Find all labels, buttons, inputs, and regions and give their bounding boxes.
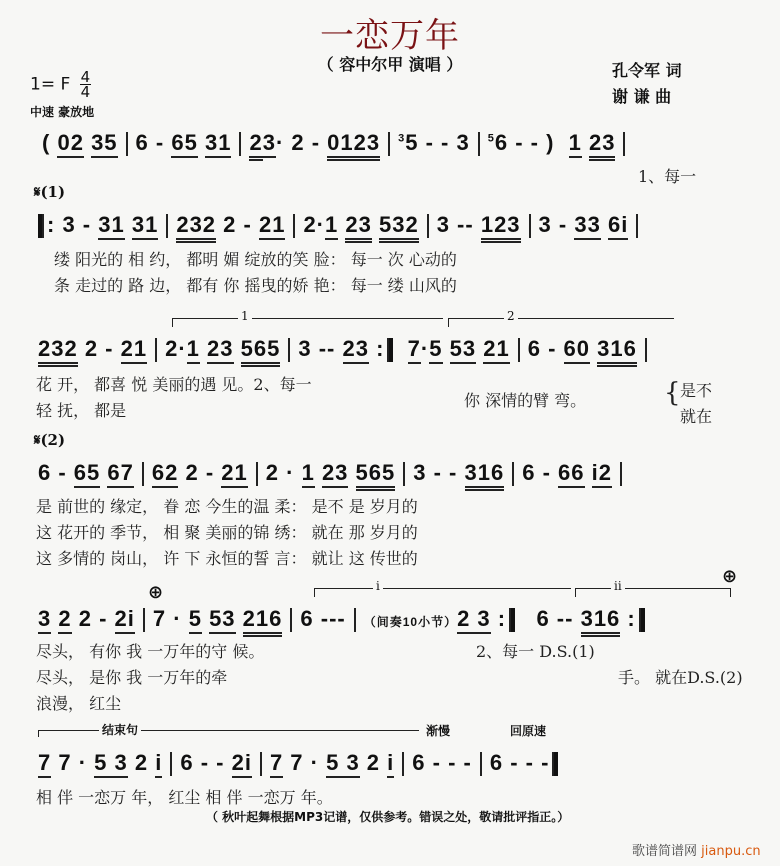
row-5-notes: 3 2 2 - 2i 7 · 5 53 216 6 --- （间奏10小节）2 3 : 6 -- 316 : [38, 606, 645, 632]
repeat-start-barline [38, 214, 44, 238]
row-3-lyrics-verse-1: 花 开， 都喜 悦 美丽的遇 见。2、每一 [36, 375, 312, 394]
row-5-lyrics-verse-3: 浪漫， 红尘 [36, 694, 122, 713]
key-signature [30, 70, 91, 99]
ending-bracket: 结束句 [38, 730, 419, 737]
row-4-lyrics-verse-3: 这 多情的 岗山， 许 下 永恒的誓 言： 就让 这 传世的 [36, 549, 418, 568]
row-4-lyrics-verse-2: 这 花开的 季节， 相 聚 美丽的锦 绣： 就在 那 岁月的 [36, 523, 418, 542]
singer-credit: （ 容中尔甲 演唱 ） [317, 55, 463, 74]
coda-mark-1: ⊕ [148, 582, 164, 603]
tempo-marking: 中速 豪放地 [30, 105, 95, 119]
repeat-end-barline [387, 338, 393, 362]
row-3-lyrics-volta-2: 你 深情的臂 弯。 [464, 391, 587, 410]
row-3-lyrics-pickup-a: 是不 [680, 381, 713, 400]
lyricist-credit: 孔令军 词 [612, 61, 682, 80]
row-6-notes: 7 7 · 5 3 2 i 6 - - 2i 7 7 · 5 3 2 i 6 - - - 6 - - - [38, 750, 558, 776]
a-tempo-mark: 回原速 [510, 724, 547, 738]
row-5-lyrics-verse-1: 尽头， 有你 我 一万年的守 候。 [36, 642, 265, 661]
key-label: 1= F [30, 74, 71, 95]
coda-mark-2: ⊕ [722, 566, 738, 587]
ds-1-instruction: 2、每一 D.S.(1) [476, 642, 595, 661]
interlude-note: （间奏10小节） [363, 615, 458, 629]
volta-2-bracket: 2 [448, 318, 674, 327]
row-6-lyrics: 相 伴 一恋万 年， 红尘 相 伴 一恋万 年。 [36, 788, 333, 807]
final-barline [552, 752, 558, 776]
transcription-note: （ 秋叶起舞根据MP3记谱，仅供参考。错误之处，敬请批评指正。） [206, 810, 570, 824]
composer-credit: 谢 谦 曲 [612, 87, 672, 106]
row-4-lyrics-verse-1: 是 前世的 缘定， 眷 恋 今生的温 柔： 是不 是 岁月的 [36, 497, 418, 516]
row-5-lyrics-verse-2: 尽头， 是你 我 一万年的牵 [36, 668, 228, 687]
row-2-lyrics-verse-2: 条 走过的 路 边， 都有 你 摇曳的娇 艳： 每一 缕 山风的 [54, 276, 457, 295]
row-1-notes: ( 02 35 6 - 65 31 23· 2 - 0123 $^3$5 - - 3 $^5$6 - - ) 1 23 [42, 130, 633, 156]
time-sig-numerator: 4 [80, 68, 91, 86]
row-2-notes: : 3 - 31 31 232 2 - 21 2·1 23 532 3 -- 123 3 - 33 6i [38, 212, 646, 238]
row-3-lyrics-pickup-b: 就在 [680, 407, 713, 426]
row-3-notes: 232 2 - 21 2·1 23 565 3 -- 23 : 7·5 53 21 6 - 60 316 [38, 336, 655, 362]
time-signature [80, 70, 92, 99]
row-3-lyrics-verse-2: 轻 抚， 都是 [36, 401, 127, 420]
watermark [632, 840, 761, 859]
volta-ii-bracket: ii [575, 588, 731, 597]
lyric-brace: { [664, 378, 681, 408]
song-title: 一恋万年 [320, 16, 460, 56]
volta-1-bracket: 1 [172, 318, 443, 327]
watermark-en: jianpu.cn [701, 844, 761, 859]
time-sig-denominator: 4 [80, 83, 91, 101]
intro-open-paren: ( [42, 130, 58, 155]
ritardando-mark: 渐慢 [426, 724, 451, 738]
volta-i-bracket: i [314, 588, 571, 597]
row-4-notes: 6 - 65 67 62 2 - 21 2 · 1 23 565 3 - - 316 6 - 66 i2 [38, 460, 630, 486]
segno-2-mark: 𝄋(2) [34, 431, 66, 449]
ds-2-instruction: 手。 就在D.S.(2) [618, 668, 743, 687]
row-1-lyrics: 1、每一 [638, 167, 697, 186]
watermark-cn: 歌谱简谱网 [632, 844, 698, 859]
segno-1-mark: 𝄋(1) [34, 183, 66, 201]
row-2-lyrics-verse-1: 缕 阳光的 相 约， 都明 媚 绽放的笑 脸： 每一 次 心动的 [54, 250, 457, 269]
